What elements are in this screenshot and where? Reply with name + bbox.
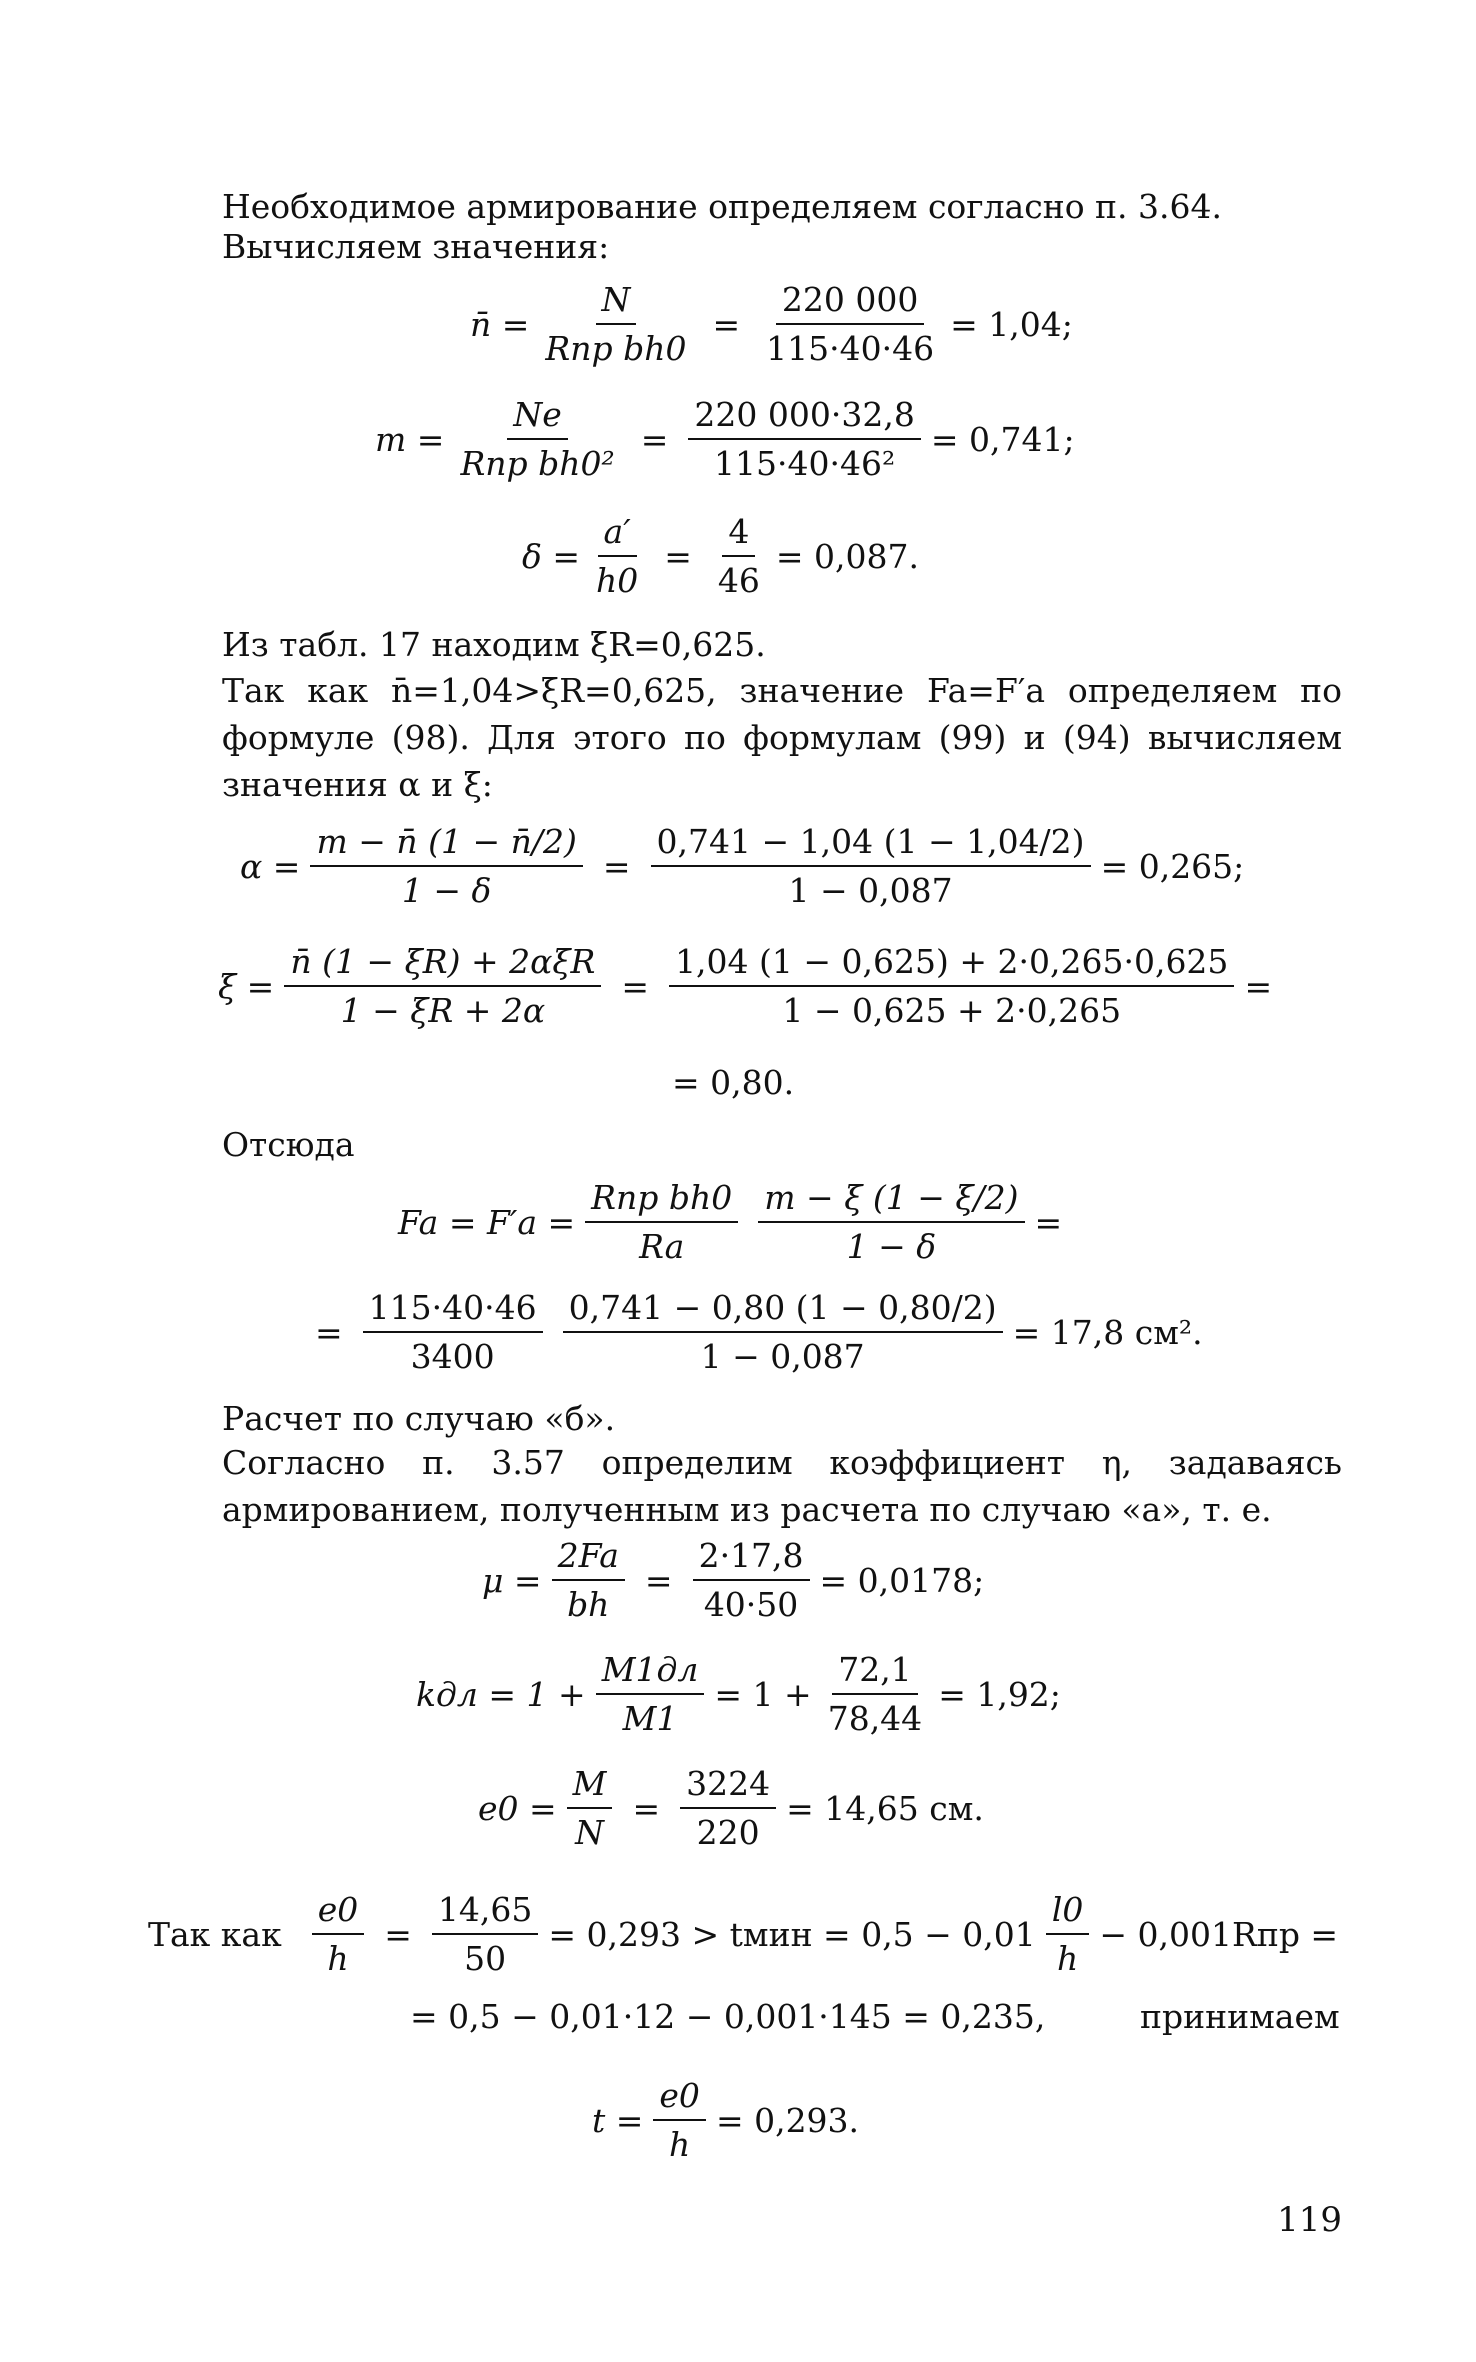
denominator: Ra <box>639 1227 685 1266</box>
denominator: h <box>1056 1939 1079 1978</box>
equation-k <box>416 1650 1061 1738</box>
fraction <box>312 1890 365 1978</box>
equation-fa <box>398 1178 1062 1266</box>
text-line: Из табл. 17 находим ξR=0,625. <box>222 625 766 664</box>
numerator: Ne <box>507 395 567 440</box>
eq-lhs: Fa = F′a = <box>398 1202 576 1242</box>
numerator: 0,741 − 0,80 (1 − 0,80/2) <box>563 1288 1003 1333</box>
numerator: 2·17,8 <box>693 1536 810 1581</box>
fraction <box>669 942 1234 1030</box>
fraction <box>680 1764 776 1852</box>
denominator: bh <box>567 1585 610 1624</box>
paragraph: Согласно п. 3.57 определим коэффициент η, задаваясь армированием, полученным из расчета по случаю «а», т. е. <box>222 1443 1342 1529</box>
text-lead: Так как <box>148 1914 282 1954</box>
fraction <box>552 1536 625 1624</box>
eq-lhs: μ = <box>482 1560 542 1600</box>
denominator: 1 − 0,087 <box>788 871 953 910</box>
denominator: 40·50 <box>703 1585 799 1624</box>
equation-m: m = $\frac{Ne}{\text{Rпр bh0²}}$ = $\frac{220 000\cdot 32,8}{\text{115·40·46²}}$ = 0,741; <box>375 395 1075 483</box>
eq-lhs: α = <box>240 846 301 886</box>
fraction <box>585 1178 738 1266</box>
eq-lhs: e0 = <box>478 1788 557 1828</box>
fraction <box>822 1650 928 1738</box>
numerator: Rпр bh0 <box>585 1178 738 1223</box>
text-line: Расчет по случаю «б». <box>222 1399 616 1438</box>
eq-operator: = 1 + <box>714 1674 812 1714</box>
fraction <box>693 1536 810 1624</box>
eq-result: = 0,087. <box>775 536 920 576</box>
equation-fa-values: = $\frac{115\cdot 40\cdot 46}{3400}$ $\frac{0,741 - 0,80 (1 - 0,80/2)}{1 - 0,087}$ = 17,8 см². <box>315 1288 1203 1376</box>
numerator: 115·40·46 <box>363 1288 543 1333</box>
equation-alpha: α = $\frac{m - n̄ (1 - n̄/2)}{1 - \delta}$ = $\frac{0,741 - 1,04 (1 - 1,04/2)}{1 - 0,087}$ = 0,265; <box>240 822 1245 910</box>
eq-lhs: kдл = 1 + <box>416 1674 586 1714</box>
eq-lhs: m = <box>375 419 445 459</box>
denominator: h <box>327 1939 349 1978</box>
eq-lhs: ξ = <box>218 966 275 1006</box>
eq-result: = 0,0178; <box>819 1560 985 1600</box>
eq-result: = 0,80. <box>672 1063 795 1102</box>
fraction <box>363 1288 543 1376</box>
page-number: 119 <box>1277 2200 1342 2240</box>
denominator: 115·40·46² <box>714 444 896 483</box>
denominator: 1 − δ <box>846 1227 937 1266</box>
numerator: 0,741 − 1,04 (1 − 1,04/2) <box>651 822 1091 867</box>
numerator: 72,1 <box>832 1650 917 1695</box>
numerator: M1дл <box>596 1650 705 1695</box>
denominator: h0 <box>596 561 639 600</box>
denominator: 1 − 0,087 <box>700 1337 865 1376</box>
numerator: e0 <box>653 2076 706 2121</box>
fraction <box>651 822 1091 910</box>
fraction <box>454 395 620 483</box>
eq-line: = 0,5 − 0,01·12 − 0,001·145 = 0,235, <box>410 1997 1046 2036</box>
eq-result: = 17,8 см². <box>1012 1312 1203 1352</box>
equation-t-final <box>592 2076 859 2164</box>
fraction <box>712 512 766 600</box>
numerator: 1,04 (1 − 0,625) + 2·0,265·0,625 <box>669 942 1234 987</box>
eq-result: = <box>1034 1202 1063 1242</box>
denominator: 1 − 0,625 + 2·0,265 <box>782 991 1122 1030</box>
denominator: h <box>669 2125 691 2164</box>
equation-t: Так как $\frac{e0}{h}$ = $\frac{14,65}{50}$ = 0,293 > tмин = 0,5 − 0,01 $\frac{l0}{h}$ − 0,001Rпр = <box>148 1890 1339 1978</box>
eq-result: = 0,265; <box>1100 846 1245 886</box>
fraction <box>539 280 692 368</box>
denominator: 220 <box>696 1813 760 1852</box>
numerator: 14,65 <box>432 1890 538 1935</box>
eq-result: = 1,92; <box>938 1674 1061 1714</box>
denominator: M1 <box>622 1699 678 1738</box>
text-line: Необходимое армирование определяем согласно п. 3.64. <box>222 187 1222 226</box>
fraction <box>284 942 601 1030</box>
numerator: 220 000·32,8 <box>688 395 920 440</box>
fraction <box>760 280 940 368</box>
fraction <box>758 1178 1024 1266</box>
equation-xi: ξ = $\frac{\text{n̄ (1 − ξR) + 2αξR}}{1 - \xi R + 2\alpha}$ = $\frac{1,04 (1 - 0,625) + 2\cdot 0,265\cdot 0,625}{1 - 0,625 + 2\cdot 0,265}$ = <box>218 942 1273 1030</box>
denominator: 1 − ξR + 2α <box>340 991 546 1030</box>
numerator: m − ξ (1 − ξ/2) <box>758 1178 1024 1223</box>
fraction <box>567 1764 613 1852</box>
fraction <box>563 1288 1003 1376</box>
eq-result: − 0,001Rпр = <box>1099 1914 1339 1954</box>
numerator: N <box>596 280 637 325</box>
denominator: 46 <box>717 561 760 600</box>
equation-mu: μ = $\frac{2Fa}{bh}$ = $\frac{2\cdot 17,8}{40\cdot 50}$ = 0,0178; <box>482 1536 985 1624</box>
numerator: M <box>567 1764 613 1809</box>
fraction <box>653 2076 706 2164</box>
numerator: m − n̄ (1 − n̄/2) <box>310 822 582 867</box>
fraction <box>688 395 920 483</box>
fraction <box>590 512 644 600</box>
denominator: 3400 <box>410 1337 495 1376</box>
denominator: Rпр bh0 <box>545 329 687 368</box>
eq-result: = <box>1244 966 1273 1006</box>
numerator: n̄ (1 − ξR) + 2αξR <box>284 942 601 987</box>
denominator: 50 <box>464 1939 507 1978</box>
fraction <box>310 822 582 910</box>
numerator: a′ <box>598 512 637 557</box>
eq-operator: = 0,293 > tмин = 0,5 − 0,01 <box>548 1914 1036 1954</box>
numerator: e0 <box>312 1890 365 1935</box>
numerator: l0 <box>1046 1890 1090 1935</box>
eq-result: = 0,293. <box>715 2100 860 2140</box>
eq-result: = 0,741; <box>930 419 1075 459</box>
eq-lhs: t = <box>592 2100 644 2140</box>
denominator: N <box>575 1813 604 1852</box>
equation-delta: δ = $\frac{a'}{h0}$ = $\frac{4}{46}$ = 0,087. <box>522 512 920 600</box>
denominator: 78,44 <box>827 1699 923 1738</box>
text-line: Вычисляем значения: <box>222 227 610 266</box>
fraction <box>432 1890 538 1978</box>
text-line: принимаем <box>1140 1997 1340 2036</box>
equation-e0: e0 = $\frac{M}{N}$ = $\frac{3224}{220}$ = 14,65 см. <box>478 1764 984 1852</box>
equation-n: n̄ = $\frac{N}{\text{Rпр bh0}}$ = $\frac{220 000}{115\cdot 40\cdot 46}$ = 1,04; <box>470 280 1073 368</box>
eq-lhs: δ = <box>522 536 581 576</box>
numerator: 220 000 <box>776 280 924 325</box>
fraction <box>1046 1890 1090 1978</box>
eq-result: = 1,04; <box>950 304 1073 344</box>
numerator: 2Fa <box>552 1536 625 1581</box>
denominator: 1 − δ <box>401 871 492 910</box>
numerator: 3224 <box>680 1764 776 1809</box>
fraction <box>596 1650 705 1738</box>
eq-result: = 14,65 см. <box>786 1788 984 1828</box>
denominator: 115·40·46 <box>766 329 935 368</box>
denominator: Rпр bh0² <box>460 444 615 483</box>
text-line: Отсюда <box>222 1125 355 1164</box>
numerator: 4 <box>722 512 755 557</box>
eq-lhs: n̄ = <box>470 304 530 344</box>
paragraph: Так как n̄=1,04>ξR=0,625, значение Fa=F′a определяем по формуле (98). Для этого по формулам (99) и (94) вычисляем значения α и ξ: <box>222 671 1342 804</box>
